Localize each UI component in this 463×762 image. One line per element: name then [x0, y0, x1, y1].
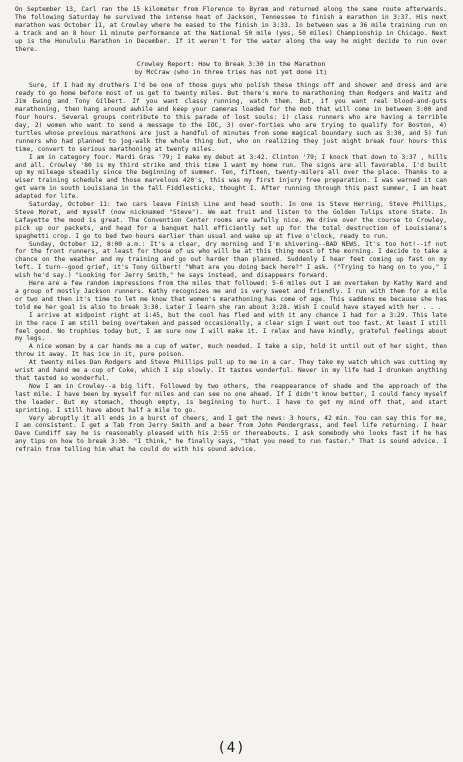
body-paragraph: Very abruptly it all ends in a burst of cheers, and I get the news: 3 hours, 42 min. You can say this for me, I am consistent. I get a Tab from Jerry Smith and a beer from John Pendergrass, and feel life returning. I hear Dave Cundiff say he is reasonably pleased with his 2:55 or thereabouts. I ask somebody who looks fast if he has any tips on how to break 3:30. "I think," he finally says, "that you need to run faster." That is sound advice. I refrain from telling him what he could do with his sound advice. [15, 414, 447, 454]
article-title: Crowley Report: How to Break 3:30 in the Marathon [136, 60, 326, 69]
body-paragraph: A nice woman by a car hands me a cup of water, much needed. I take a sip, hold it until out of her sight, then throw it away. It has ice in it, pure poison. [15, 343, 447, 359]
body-paragraph: Here are a few random impressions from the miles that followed: 5-6 miles out I am overtaken by Kathy Ward and a group of mostly Jackson runners. Kathy recognizes me and is very sweet and friendly. I run with them for a mile or two and then it's time to let me know that women's marathoning has come of age. This saddens me because she has told me her goal is also to break 3:30. Later I learn she ran about 3:28. Wish I could have stayed with her . . . [15, 280, 447, 311]
body-paragraph: Saturday, October 11: two cars leave Finish Line and head south. In one is Steve Herring, Steve Phillips, Steve Moret, and myself (now nicknamed "Steve"). We eat fruit and listen to the Golden Tulips store State. In Lafayette the mood is great. The Convention Center rooms are awfully nice. We drive over the course to Crowley, pick up our packets, and head for a banquet hall efficiently set up for the total destruction of Louisiana's spaghetti crop. I go to bed two hours earlier than usual and wake up at five o'clock, ready to run. [15, 201, 447, 240]
body-paragraph: I am in category four. Mardi Gras '79; I make my debut at 3:42. Clinton '79; I knock that down to 3:37 , hills and all. Crowley '80 is my third strike and this time I want my home run. The signs are all favorable. I'd built up my mileage steadily since the beginning of summer. Ten, fifteen, twenty-milers all over the place. Thanks to a wiser training schedule and those marvelous 420's, this was my first injury free preparation. I was warned it can get warm in south Louisiana in the fall Fiddlesticks, thought I. After running through this past summer, I am heat adapted for life. [15, 153, 447, 201]
body-paragraph: I arrive at midpoint right at 1:45, but the cool has fled and with it any chance I had for a 3:29. This late in the race I am still being overtaken and passed occasionally, a clear sign I went out too fast. At least I still feel good. No trophies today but, I am sure now I will make it. I relax and have kindly, grateful feelings about my legs. [15, 311, 447, 343]
article-byline: by McCraw (who in three tries has not yet done it) [134, 68, 328, 77]
intro-paragraph: On September 13, Carl ran the 15 kilometer from Florence to Byram and returned along the same route afterwards. The following Saturday he survived the intense heat of Jackson, Tennessee to finish a marathon in 3:37. His next marathon was October 11, at Crowley where he eased to the finish in 3:33. In between was a 36 mile training run on a track and an 8 hour 11 minute performance at the National 50 mile (yes, 50 miles) Championship in Chicago. Next up is the Honululu Marathon in December. If it weren't for the water along the way he might decide to run over there. [15, 6, 447, 53]
body-paragraph: Now I am in Crowley--a big lift. Followed by two others, the reappearance of shade and the approach of the last mile. I have been by myself for miles and can see no one ahead. If I didn't know better, I could fancy myself the leader. But my stomach, though empty, is beginning to hurt. I have to get my mind off that, and start sprinting. I still have about half a mile to go. [15, 382, 447, 414]
article-heading [15, 60, 447, 76]
page-number: (4) [217, 740, 246, 756]
body-paragraph: Sunday, October 12, 8:00 a.m.: It's a clear, dry morning and I'm shivering--BAD NEWS. It's too hot!--if not for the front runners, at least for those of us who will be at this thing most of the morning. I decide to take a chance on the weather and my training and go out harder than planned. Suddenly I hear feet coming up fast on my left. I turn--good grief, it's Tony Gilbert! "What are you doing back here?" I ask. ("Trying to hang on to you," I wish he'd say.) "Looking for Jerry Smith," he says instead, and disappears forward. [15, 240, 447, 280]
body-paragraph: At twenty miles Dan Rodgers and Steve Phillips pull up to me in a car. They take my watch which was cutting my wrist and hand me a cup of Coke, which I sip slowly. It tastes wonderful. Never in my life had I drunken anything that tasted so wonderful. [15, 359, 447, 382]
body-paragraph: Sure, if I had my druthers I'd be one of those guys who polish these things off and shower and dress and are ready to go home before most of us get to twenty miles. But there's more to marathoning than Rodgers and Waitz and Jim Ewing and Tony Gilbert. If you want classy running, watch them. But, if you want real blood-and-guts marathoning, then hang around awhile and keep your cameras loaded for the mob that will come in between 3:00 and four hours. Several groups contribute to this parade of lost souls: 1) class runners who are having a terrible day, 2) women who want to send a message to the IOC, 3) over-forties who are trying to qualify for Boston, 4) turtles whose previous marathons are just a handful of minutes from some magical boundary such as 3:30, and 5) fun runners who had planned to jog-walk the whole thing but, who on realizing they just might break four hours this time, convert to serious marathoning at twenty miles. [15, 82, 447, 153]
